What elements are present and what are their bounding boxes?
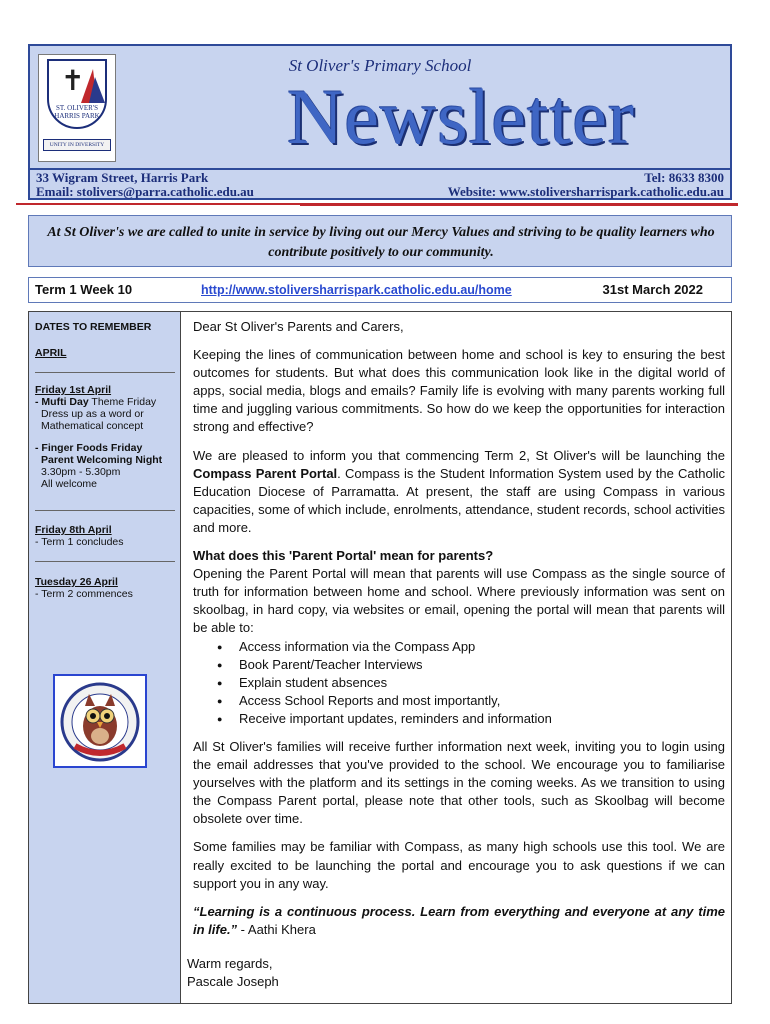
paragraph-text: We are pleased to inform you that commencing Term 2, St Oliver's will be launching the (193, 447, 725, 463)
newsletter-masthead (28, 44, 732, 200)
list-item: ● Explain student absences (217, 674, 725, 692)
event-friday-1st (35, 384, 177, 490)
owl-icon (55, 676, 145, 766)
letter-signature: Pascale Joseph (187, 974, 279, 989)
masthead-banner (30, 46, 730, 168)
event-date: Friday 8th April (35, 524, 112, 536)
event-tuesday-26th (35, 576, 177, 600)
school-phone: Tel: 8633 8300 (644, 170, 724, 185)
event-date: Tuesday 26 April (35, 576, 118, 588)
compass-portal-emphasis: Compass Parent Portal (193, 465, 338, 481)
event-item-detail: Mathematical concept (41, 420, 144, 432)
crest-motto: UNITY IN DIVERSITY (43, 139, 111, 151)
dates-sidebar (29, 312, 181, 1003)
principal-letter (187, 318, 726, 991)
event-date: Friday 1st April (35, 384, 112, 396)
quote-text: “Learning is a continuous process. Learn from everything and everyone at any time in life.” (193, 903, 725, 937)
school-website[interactable]: Website: www.stoliversharrispark.catholic.edu.au (447, 184, 724, 199)
list-item: ● Access information via the Compass App (217, 638, 725, 656)
term-week: Term 1 Week 10 (35, 282, 133, 297)
letter-greeting: Dear St Oliver's Parents and Carers, (193, 319, 404, 334)
school-address: 33 Wigram Street, Harris Park (36, 170, 209, 185)
school-crest-logo (38, 54, 116, 162)
mission-statement-box (28, 215, 732, 267)
sidebar-divider (35, 510, 175, 511)
crest-name-line2: HARRIS PARK (54, 111, 100, 120)
red-divider-thin (300, 205, 738, 206)
crest-school-name (49, 105, 105, 120)
paragraph-text: . Compass is the Student Information System used by the Catholic Education Diocese of Parramatta. At present, the staff are using Compass in various capacities, some of which include, enrolments, attendance, student records, school activities and more. (193, 465, 726, 535)
event-item-title: - Finger Foods Friday (35, 442, 143, 454)
event-item-detail: 3.30pm - 5.30pm (41, 466, 121, 478)
quote (193, 903, 725, 939)
letter-paragraph: Some families may be familiar with Compass, as many high schools use this tool. We are really excited to be launching the portal and encourage you to ask questions if we can support you in any way. (193, 839, 725, 891)
school-home-link[interactable]: http://www.stoliversharrispark.catholic.edu.au/home (201, 283, 512, 297)
sail-blue-icon (89, 77, 105, 103)
event-item (35, 396, 177, 408)
term-info-bar (28, 277, 732, 303)
owl-mascot-badge (53, 674, 147, 768)
sidebar-divider (35, 372, 175, 373)
cross-icon: ✝ (61, 64, 85, 97)
issue-date: 31st March 2022 (602, 282, 703, 297)
event-item: - Term 1 concludes (35, 536, 124, 548)
event-item-title: - Mufti Day (35, 396, 89, 408)
event-friday-8th (35, 524, 177, 548)
event-item-detail: Dress up as a word or (41, 408, 144, 420)
list-item: ● Access School Reports and most importantly, (217, 692, 725, 710)
list-item: ● Receive important updates, reminders and information (217, 710, 725, 728)
quote-author: - Aathi Khera (237, 921, 316, 937)
contact-row-1 (36, 170, 724, 185)
contact-row-2 (36, 184, 724, 199)
newsletter-title: Newsletter (287, 73, 635, 160)
mission-statement: At St Oliver's we are called to unite in service by living out our Mercy Values and striving to be quality learners who contribute positively to our community. (47, 225, 715, 260)
event-item-detail: All welcome (41, 478, 98, 490)
school-name: St Oliver's Primary School (288, 56, 472, 75)
portal-benefits-list (217, 638, 725, 728)
list-item: ● Book Parent/Teacher Interviews (217, 656, 725, 674)
contact-info (30, 168, 730, 198)
school-email[interactable]: Email: stolivers@parra.catholic.edu.au (36, 184, 254, 199)
letter-paragraph: Opening the Parent Portal will mean that parents will use Compass as the single source of truth for information between home and school. Where previously information was sent on skoolbag, in hard copy, via websites or email, opening the portal will mean that parents will be able to: (193, 566, 725, 636)
letter-paragraph (193, 447, 725, 537)
portal-question-heading: What does this 'Parent Portal' mean for parents? (193, 548, 494, 564)
dates-heading: DATES TO REMEMBER (35, 321, 152, 333)
crest-name-line1: ST. OLIVER'S (56, 104, 98, 112)
sidebar-divider (35, 561, 175, 562)
newsletter-body (28, 311, 732, 1004)
letter-signoff: Warm regards, (187, 955, 273, 971)
crest-shield (47, 59, 107, 129)
month-heading: APRIL (35, 347, 67, 359)
event-item-detail: Theme Friday (88, 396, 157, 408)
event-item-title: Parent Welcoming Night (41, 454, 163, 466)
letter-paragraph: All St Oliver's families will receive further information next week, inviting you to login using the email addresses that you've provided to the school. We encourage you to familiarise yourselves with the platform and its settings in the coming weeks. As we transition to using the Compass Parent portal, please note that other tools, such as Skoolbag will become obsolete over time. (193, 738, 725, 827)
letter-paragraph: Keeping the lines of communication between home and school is key to ensuring the best outcomes for students. But what does this communication look like in the digital world of apps, social media, blogs and emails? Family life is evolving with many parents working full time and juggling various commitments. So how do we keep the opportunities for interaction strong and effective? (193, 347, 725, 435)
event-item: - Term 2 commences (35, 588, 133, 600)
